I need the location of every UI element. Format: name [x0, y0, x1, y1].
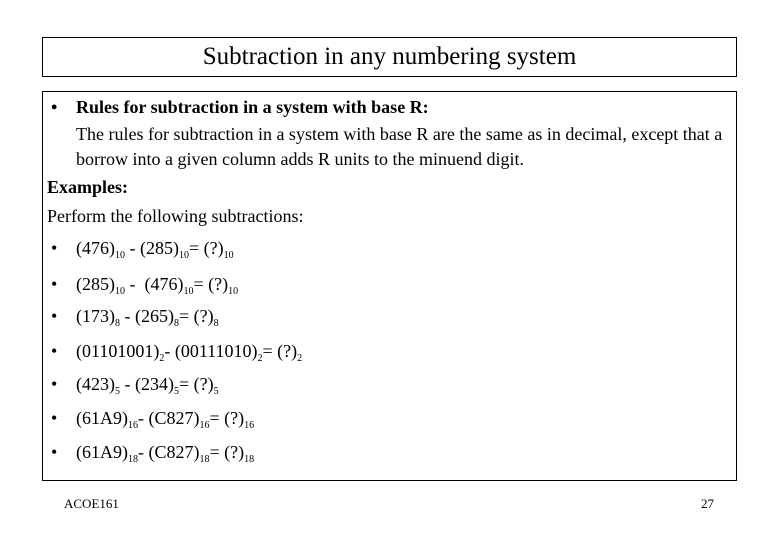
bullet-icon: • [51, 306, 58, 326]
operand-a: (476) [76, 238, 115, 258]
operand-a: (01101001) [76, 341, 160, 361]
example-item [51, 274, 238, 297]
operand-a-base: 10 [115, 286, 125, 297]
operand-a-base: 18 [128, 454, 138, 465]
operand-b-base: 8 [173, 318, 179, 329]
result-placeholder: = (?) [178, 306, 214, 326]
result-base: 10 [223, 250, 234, 261]
example-item [51, 341, 302, 364]
result-placeholder: = (?) [209, 442, 245, 462]
bullet-icon: • [51, 374, 58, 394]
example-item [51, 374, 219, 397]
operand-b-base: 10 [183, 286, 194, 297]
footer-course: ACOE161 [64, 496, 119, 511]
operand-a: (423) [76, 374, 115, 394]
result-base: 18 [244, 454, 255, 465]
bullet-icon: • [51, 274, 58, 294]
result-base: 2 [297, 353, 303, 364]
operand-b-base: 18 [199, 454, 210, 465]
rules-heading-text: Rules for subtraction in a system with base R: [76, 97, 429, 117]
result-placeholder: = (?) [188, 238, 224, 258]
result-placeholder: = (?) [209, 408, 245, 428]
operand-a-base: 2 [159, 353, 165, 364]
footer-page-number: 27 [701, 496, 714, 511]
bullet-icon: • [51, 238, 58, 258]
operand-a-base: 5 [115, 386, 120, 397]
operand-a: (173) [76, 306, 115, 326]
bullet-icon: • [51, 97, 58, 117]
bullet-icon: • [51, 442, 58, 462]
operand-a-base: 10 [115, 250, 125, 261]
result-placeholder: = (?) [178, 374, 214, 394]
example-item [51, 442, 254, 465]
operand-a: (61A9) [76, 442, 128, 462]
minus-operand-b: - (C827) [138, 408, 200, 428]
example-item [51, 408, 254, 431]
slide-body [42, 91, 737, 481]
result-placeholder: = (?) [193, 274, 229, 294]
bullet-icon: • [51, 408, 58, 428]
example-item [51, 306, 219, 329]
operand-b-base: 2 [257, 353, 263, 364]
minus-operand-b: - (265) [120, 306, 174, 326]
operand-a-base: 16 [128, 420, 138, 431]
operand-a: (61A9) [76, 408, 128, 428]
slide-title [42, 37, 737, 77]
minus-operand-b: - (C827) [138, 442, 200, 462]
result-base: 5 [213, 386, 219, 397]
examples-heading: Examples: [47, 177, 128, 197]
operand-a-base: 8 [115, 318, 120, 329]
rules-heading [51, 97, 429, 118]
operand-b-base: 10 [178, 250, 189, 261]
bullet-icon: • [51, 341, 58, 361]
operand-b-base: 5 [173, 386, 179, 397]
rules-paragraph: The rules for subtraction in a system with base R are the same as in decimal, except that a borrow into a given column adds R units to the minuend digit. [76, 124, 723, 169]
operand-a: (285) [76, 274, 115, 294]
result-base: 8 [213, 318, 219, 329]
example-item [51, 238, 234, 261]
minus-operand-b: - (285) [125, 238, 179, 258]
result-base: 16 [244, 420, 255, 431]
result-placeholder: = (?) [262, 341, 298, 361]
operand-b-base: 16 [199, 420, 210, 431]
perform-instruction: Perform the following subtractions: [47, 206, 304, 226]
result-base: 10 [228, 286, 239, 297]
minus-operand-b: - (476) [125, 274, 184, 294]
slide-title-text: Subtraction in any numbering system [202, 43, 577, 70]
minus-operand-b: - (00111010) [164, 341, 258, 361]
minus-operand-b: - (234) [120, 374, 174, 394]
